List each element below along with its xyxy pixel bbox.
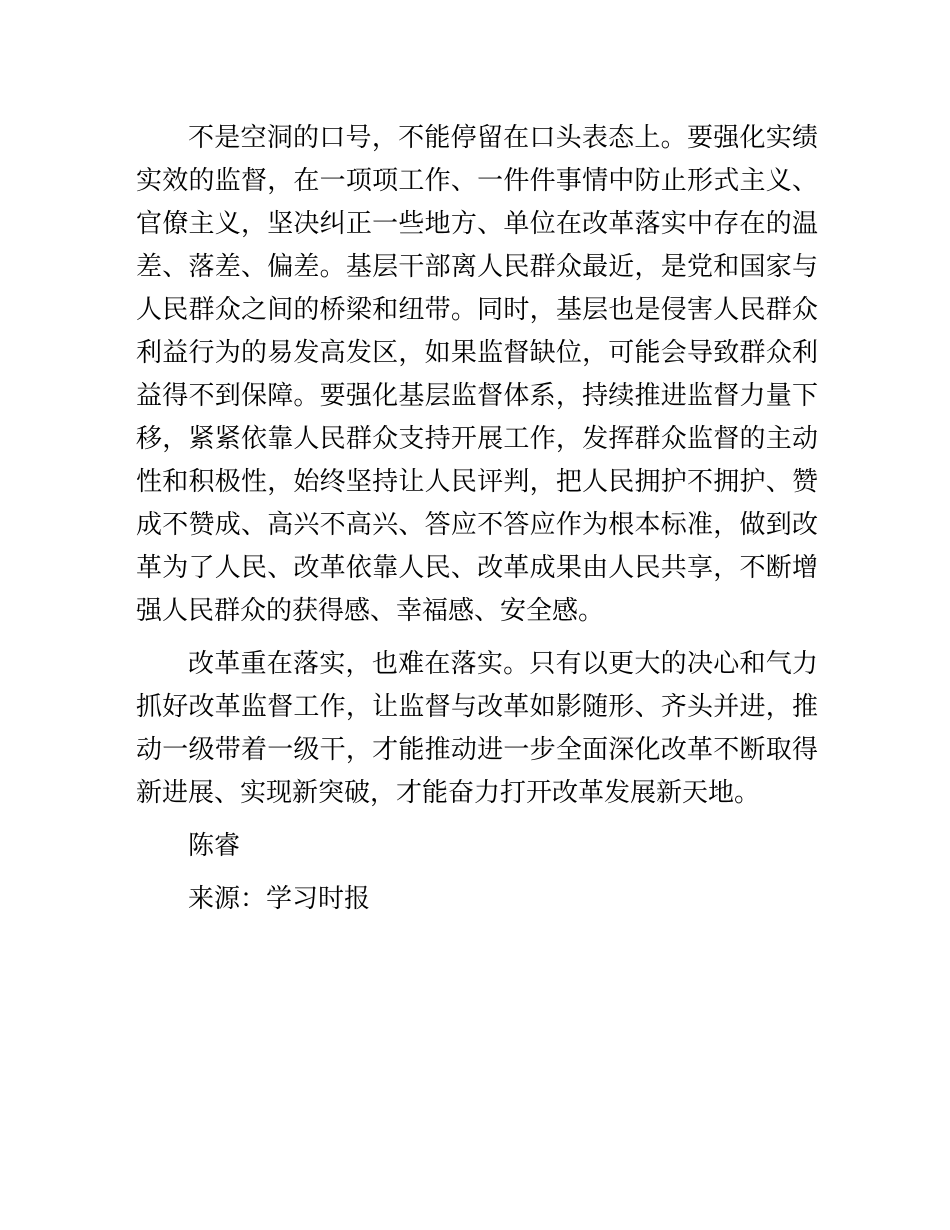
body-paragraph-2: 改革重在落实，也难在落实。只有以更大的决心和气力抓好改革监督工作，让监督与改革如影随形、齐头并进，推动一级带着一级干，才能推动进一步全面深化改革不断取得新进展、实现新突破，才能奋力打开改革发展新天地。 (136, 649, 818, 808)
body-paragraph-1: 不是空洞的口号，不能停留在口头表态上。要强化实绩实效的监督，在一项项工作、一件件事情中防止形式主义、官僚主义，坚决纠正一些地方、单位在改革落实中存在的温差、落差、偏差。基层干部离人民群众最近，是党和国家与人民群众之间的桥梁和纽带。同时，基层也是侵害人民群众利益行为的易发高发区，如果监督缺位，可能会导致群众利益得不到保障。要强化基层监督体系，持续推进监督力量下移，紧紧依靠人民群众支持开展工作，发挥群众监督的主动性和积极性，始终坚持让人民评判，把人民拥护不拥护、赞成不赞成、高兴不高兴、答应不答应作为根本标准，做到改革为了人民、改革依靠人民、改革成果由人民共享，不断增强人民群众的获得感、幸福感、安全感。 (136, 123, 818, 626)
author-line: 陈睿 (188, 831, 241, 861)
source-line: 来源：学习时报 (188, 884, 371, 914)
